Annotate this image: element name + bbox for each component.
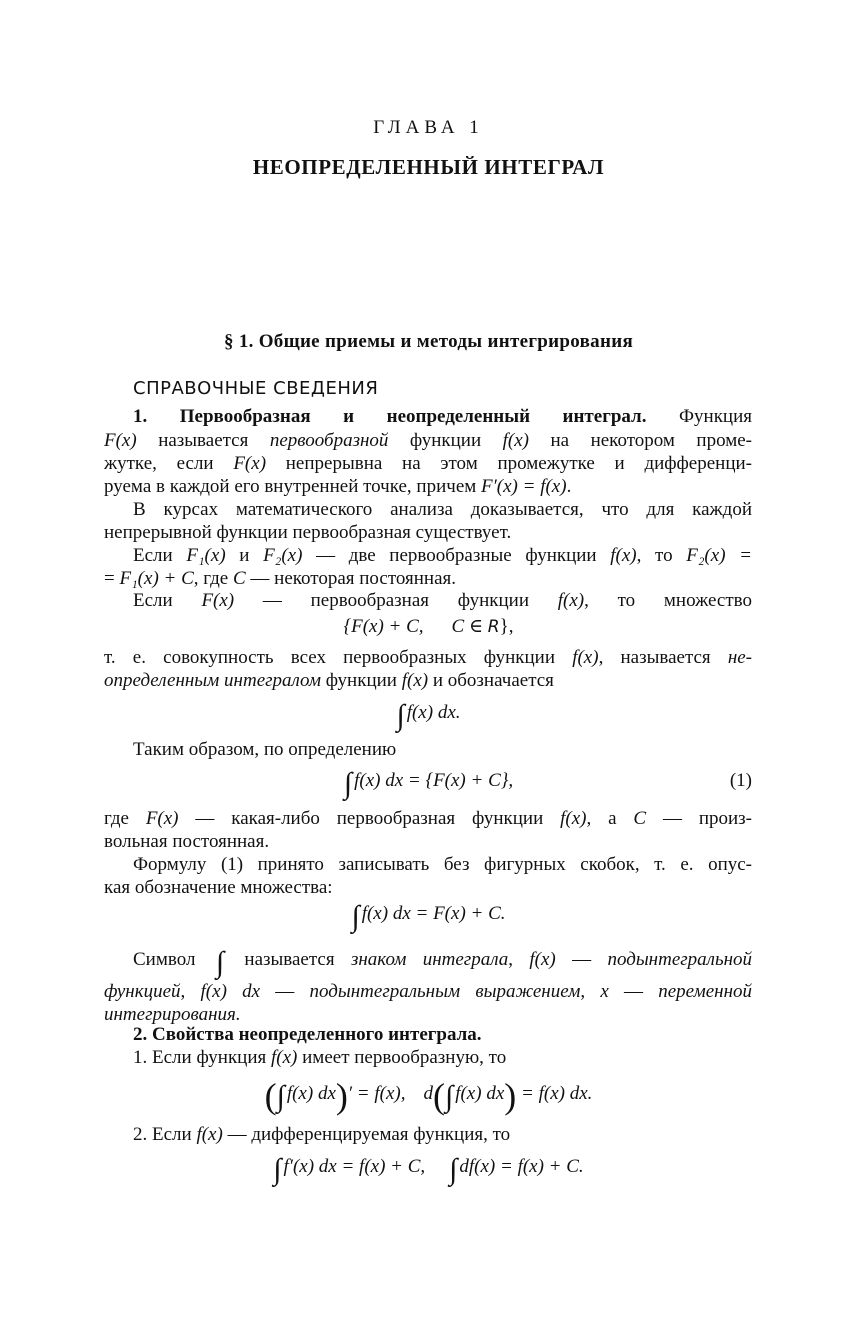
- section-title: § 1. Общие приемы и методы интегрирования: [223, 331, 634, 352]
- text-line: Символ ∫ называется знаком интеграла, f(x) — подынтегральной: [133, 946, 753, 979]
- formula-indefinite-integral: ∫ f(x) dx.: [396, 699, 461, 732]
- chapter-label: ГЛАВА 1: [373, 117, 484, 138]
- integral-sign: ∫: [444, 1080, 454, 1113]
- text-line: = F₁(x) + C, где C — некоторая постоянная.: [104, 568, 457, 589]
- text-line: В курсах математического анализа доказывается, что для каждой: [133, 499, 752, 520]
- text-line: Формулу (1) принято записывать без фигурных скобок, т. е. опус-: [133, 854, 752, 875]
- integral-sign: ∫: [449, 1153, 458, 1186]
- formula-property-2: ∫ f′(x) dx = f(x) + C, ∫ df(x) = f(x) + C.: [273, 1153, 584, 1186]
- text-line: вольная постоянная.: [104, 831, 270, 852]
- text-line: Таким образом, по определению: [133, 739, 397, 760]
- integral-sign: ∫: [396, 699, 405, 732]
- integral-sign: ∫: [343, 767, 353, 800]
- integral-sign: ∫: [273, 1153, 282, 1186]
- subsection-heading: 2. Свойства неопределенного интеграла.: [133, 1024, 482, 1045]
- text-line: жутке, если F(x) непрерывна на этом промежутке и дифференци-: [104, 453, 752, 474]
- formula-without-braces: ∫ f(x) dx = F(x) + C.: [351, 900, 506, 933]
- text-line: Если F(x) — первообразная функции f(x), то множество: [133, 590, 752, 611]
- formula-set: {F(x) + C, C ∈ R},: [343, 616, 514, 637]
- reference-heading: СПРАВОЧНЫЕ СВЕДЕНИЯ: [133, 378, 379, 399]
- equation-number: (1): [729, 770, 752, 791]
- text-line: F(x) называется первообразной функции f(x) на некотором проме-: [104, 430, 752, 451]
- text-line: кая обозначение множества:: [104, 877, 333, 898]
- text-line: непрерывной функции первообразная существует.: [104, 522, 512, 543]
- text-line: т. е. совокупность всех первообразных функции f(x), называется не-: [104, 647, 752, 668]
- integral-sign: ∫: [351, 900, 360, 933]
- formula-property-1: (∫ f(x) dx)′ = f(x), d(∫ f(x) dx) = f(x) dx.: [264, 1076, 593, 1116]
- text-line: Если F₁(x) и F₂(x) — две первообразные функции f(x), то F₂(x) =: [133, 545, 752, 566]
- text-line: интегрирования.: [104, 1004, 241, 1025]
- text-line: руема в каждой его внутренней точке, причем F′(x) = f(x).: [104, 476, 572, 497]
- text-line: 1. Первообразная и неопределенный интеграл. Функция: [133, 406, 752, 427]
- chapter-title: НЕОПРЕДЕЛЕННЫЙ ИНТЕГРАЛ: [252, 155, 605, 179]
- text-line: 2. Если f(x) — дифференцируемая функция, то: [133, 1124, 511, 1145]
- text-line: где F(x) — какая-либо первообразная функции f(x), а C — произ-: [104, 808, 752, 829]
- text-line: определенным интегралом функции f(x) и обозначается: [104, 670, 554, 691]
- text-line: 1. Если функция f(x) имеет первообразную, то: [133, 1047, 507, 1068]
- integral-sign: ∫: [276, 1080, 285, 1113]
- integral-sign: ∫: [215, 946, 225, 979]
- text-line: функцией, f(x) dx — подынтегральным выражением, x — переменной: [104, 981, 753, 1002]
- formula-definition: ∫ f(x) dx = {F(x) + C},: [343, 767, 514, 800]
